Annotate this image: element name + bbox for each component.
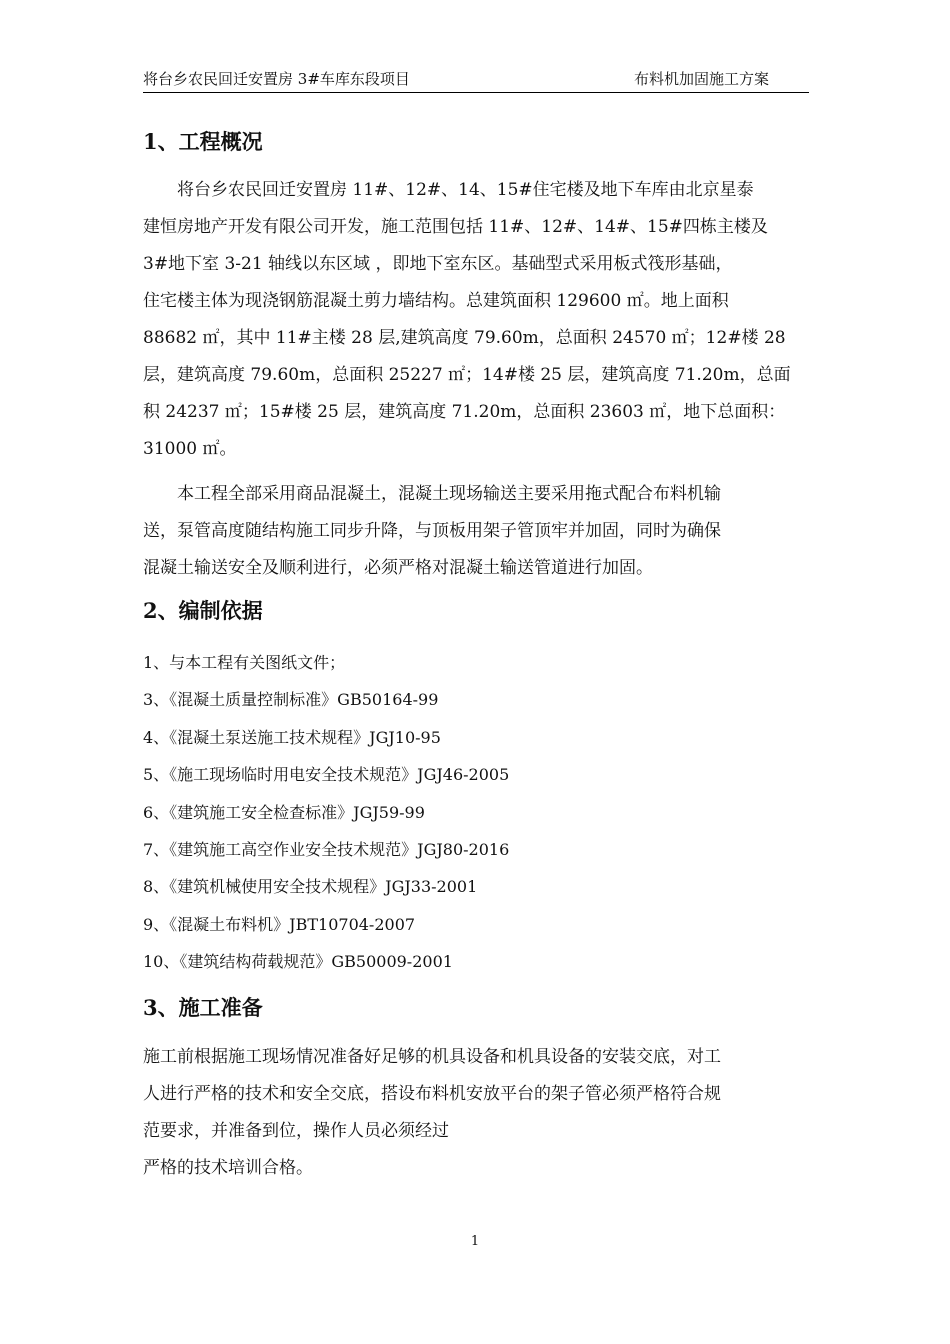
section-heading-preparation: 3、施工准备 [143, 995, 263, 1020]
text-line: 建恒房地产开发有限公司开发，施工范围包括 11#、12#、14#、15#四栋主楼及 [143, 217, 768, 237]
list-item: 8、《建筑机械使用安全技术规程》JGJ33-2001 [143, 877, 478, 897]
page-header [143, 66, 809, 93]
text-line: 层，建筑高度 79.60m，总面积 25227 ㎡；14#楼 25 层，建筑高度 71.20m，总面 [143, 365, 791, 385]
list-item: 5、《施工现场临时用电安全技术规范》JGJ46-2005 [143, 765, 510, 785]
section-heading-basis: 2、编制依据 [143, 598, 263, 623]
text-line: 人进行严格的技术和安全交底，搭设布料机安放平台的架子管必须严格符合规 [143, 1084, 721, 1104]
list-item: 4、《混凝土泵送施工技术规程》JGJ10-95 [143, 727, 441, 747]
preparation-paragraph [143, 1039, 811, 1187]
list-item: 1、与本工程有关图纸文件； [143, 653, 346, 672]
list-item: 9、《混凝土布料机》JBT10704-2007 [143, 914, 416, 934]
text-line: 严格的技术培训合格。 [143, 1158, 313, 1178]
text-line: 积 24237 ㎡；15#楼 25 层，建筑高度 71.20m，总面积 23603 ㎡，地下总面积： [143, 402, 786, 422]
text-line: 混凝土输送安全及顺利进行，必须严格对混凝土输送管道进行加固。 [143, 558, 653, 578]
list-item: 6、《建筑施工安全检查标准》JGJ59-99 [143, 802, 425, 822]
overview-paragraph-1 [143, 172, 811, 468]
text-line: 本工程全部采用商品混凝土，混凝土现场输送主要采用拖式配合布料机输 [143, 484, 721, 504]
list-item: 3、《混凝土质量控制标准》GB50164-99 [143, 690, 439, 710]
text-line: 88682 ㎡，其中 11#主楼 28 层,建筑高度 79.60m，总面积 24570 ㎡；12#楼 28 [143, 328, 786, 348]
text-line: 住宅楼主体为现浇钢筋混凝土剪力墙结构。总建筑面积 129600 ㎡。地上面积 [143, 291, 729, 311]
header-project-title: 将台乡农民回迁安置房 3#车库东段项目 [143, 70, 410, 88]
section-heading-overview: 1、工程概况 [143, 129, 263, 154]
text-line: 3#地下室 3-21 轴线以东区域 ，即地下室东区。基础型式采用板式筏形基础， [143, 254, 733, 274]
overview-paragraph-2 [143, 476, 811, 587]
page-number: 1 [470, 1234, 480, 1249]
list-item: 7、《建筑施工高空作业安全技术规范》JGJ80-2016 [143, 839, 510, 859]
header-document-title: 布料机加固施工方案 [633, 70, 769, 88]
text-line: 范要求，并准备到位，操作人员必须经过 [143, 1121, 449, 1141]
text-line: 施工前根据施工现场情况准备好足够的机具设备和机具设备的安装交底，对工 [143, 1047, 721, 1067]
text-line: 31000 ㎡。 [143, 439, 237, 459]
text-line: 将台乡农民回迁安置房 11#、12#、14、15#住宅楼及地下车库由北京星泰 [143, 180, 754, 200]
text-line: 送，泵管高度随结构施工同步升降，与顶板用架子管顶牢并加固，同时为确保 [143, 521, 721, 541]
list-item: 10、《建筑结构荷载规范》GB50009-2001 [143, 952, 453, 972]
reference-list [143, 644, 509, 981]
